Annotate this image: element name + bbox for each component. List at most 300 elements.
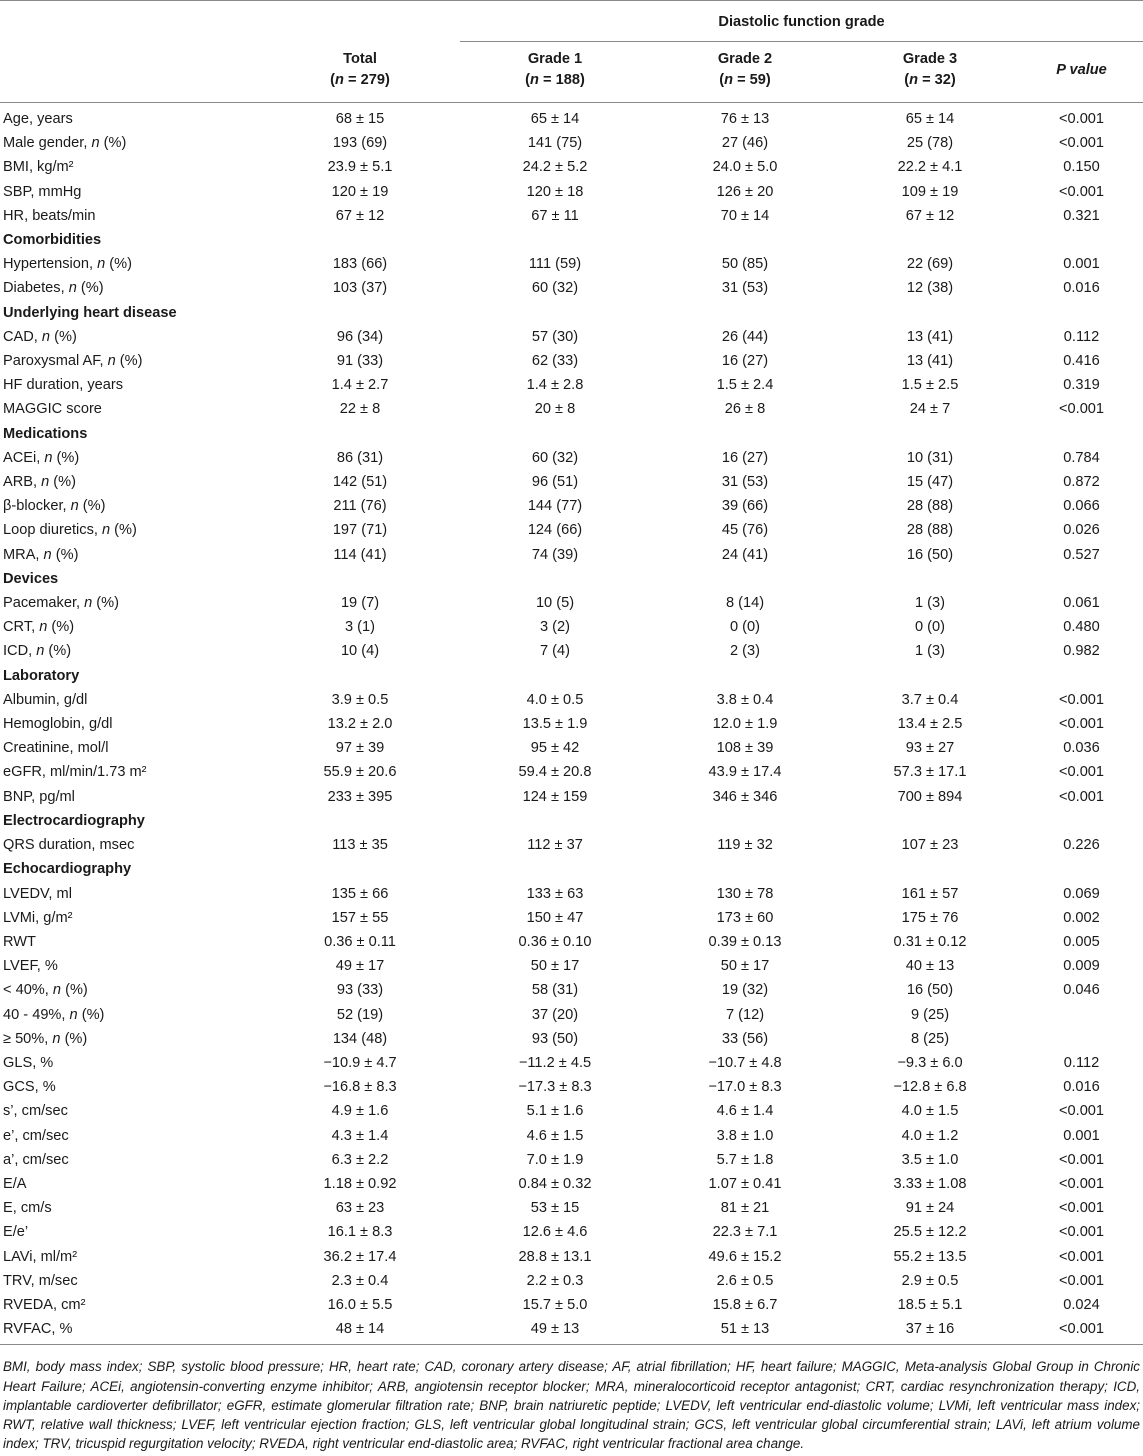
- header-grade-3-n: (n = 32): [904, 72, 956, 88]
- cell-grade-1: 93 (50): [531, 1030, 579, 1047]
- section-row: [0, 809, 1143, 833]
- cell-grade-3: 13.4 ± 2.5: [897, 716, 963, 733]
- cell-total: 49 ± 17: [335, 958, 385, 975]
- cell-total: 103 (37): [332, 280, 388, 297]
- row-label: BNP, pg/ml: [3, 788, 75, 805]
- row-label: Male gender, n (%): [3, 135, 127, 152]
- cell-p-value: <0.001: [1059, 1200, 1105, 1217]
- cell-grade-1: 24.2 ± 5.2: [522, 159, 588, 176]
- cell-total: 22 ± 8: [339, 401, 381, 418]
- table-row: [0, 1220, 1143, 1244]
- table-row: [0, 1027, 1143, 1051]
- row-label: RVFAC, %: [3, 1321, 73, 1338]
- cell-total: 1.4 ± 2.7: [331, 377, 389, 394]
- section-heading: Electrocardiography: [3, 812, 145, 829]
- table-row: [0, 760, 1143, 784]
- cell-p-value: <0.001: [1059, 1272, 1105, 1289]
- cell-grade-1: 53 ± 15: [530, 1200, 580, 1217]
- header-row: [0, 42, 1143, 103]
- row-label: SBP, mmHg: [3, 183, 82, 200]
- cell-grade-1: 95 ± 42: [530, 740, 580, 757]
- cell-grade-3: 9 (25): [910, 1006, 950, 1023]
- table-row: [0, 252, 1143, 276]
- cell-grade-2: 31 (53): [721, 474, 769, 491]
- cell-p-value: 0.061: [1063, 595, 1100, 612]
- cell-grade-1: 28.8 ± 13.1: [518, 1248, 592, 1265]
- cell-total: 10 (4): [340, 643, 380, 660]
- cell-grade-2: 2 (3): [729, 643, 760, 660]
- cell-grade-2: 2.6 ± 0.5: [716, 1272, 774, 1289]
- cell-grade-3: 93 ± 27: [905, 740, 955, 757]
- row-label: HF duration, years: [3, 377, 124, 394]
- cell-grade-1: 3 (2): [539, 619, 570, 636]
- cell-total: 211 (76): [333, 498, 387, 515]
- row-label: LVEDV, ml: [3, 885, 72, 902]
- row-label: β-blocker, n (%): [3, 498, 106, 515]
- cell-p-value: <0.001: [1059, 1103, 1105, 1120]
- cell-grade-2: 3.8 ± 0.4: [716, 691, 774, 708]
- cell-grade-3: 28 (88): [906, 498, 954, 515]
- cell-total: 3.9 ± 0.5: [331, 691, 389, 708]
- cell-total: 63 ± 23: [335, 1200, 385, 1217]
- cell-grade-2: 3.8 ± 1.0: [716, 1127, 774, 1144]
- table-row: [0, 833, 1143, 857]
- header-total-n: (n = 279): [330, 71, 390, 88]
- cell-grade-1: 144 (77): [527, 498, 583, 515]
- row-label: LAVi, ml/m²: [3, 1248, 78, 1265]
- cell-p-value: 0.416: [1063, 353, 1100, 370]
- table-row: [0, 204, 1143, 228]
- cell-grade-1: 124 ± 159: [522, 788, 588, 805]
- row-label: ARB, n (%): [3, 474, 77, 491]
- table-row: [0, 1293, 1143, 1317]
- cell-total: 183 (66): [332, 256, 388, 273]
- cell-grade-1: 111 (59): [528, 256, 582, 273]
- cell-total: 120 ± 19: [331, 183, 389, 200]
- cell-total: 4.9 ± 1.6: [331, 1103, 389, 1120]
- cell-total: 134 (48): [332, 1030, 388, 1047]
- cell-grade-3: 28 (88): [906, 522, 954, 539]
- cell-grade-3: 175 ± 76: [901, 909, 959, 926]
- cell-grade-1: 120 ± 18: [526, 183, 584, 200]
- row-label: ≥ 50%, n (%): [3, 1030, 88, 1047]
- cell-grade-1: 50 ± 17: [530, 958, 580, 975]
- cell-grade-3: 15 (47): [906, 474, 954, 491]
- cell-grade-2: −10.7 ± 4.8: [708, 1054, 782, 1071]
- cell-grade-2: 43.9 ± 17.4: [708, 764, 782, 781]
- row-label: a’, cm/sec: [3, 1151, 69, 1168]
- cell-p-value: <0.001: [1059, 1248, 1105, 1265]
- cell-p-value: 0.001: [1063, 256, 1100, 273]
- cell-p-value: 0.024: [1063, 1296, 1100, 1313]
- cell-grade-1: 12.6 ± 4.6: [522, 1224, 588, 1241]
- cell-grade-3: −12.8 ± 6.8: [893, 1079, 967, 1096]
- cell-total: 93 (33): [336, 982, 384, 999]
- cell-total: 233 ± 395: [327, 788, 393, 805]
- row-label: MRA, n (%): [3, 546, 79, 563]
- table-row: [0, 1124, 1143, 1148]
- table-row: [0, 543, 1143, 567]
- cell-total: 67 ± 12: [335, 207, 385, 224]
- cell-grade-1: 65 ± 14: [530, 111, 580, 127]
- table-row: [0, 1099, 1143, 1123]
- cell-grade-1: 59.4 ± 20.8: [518, 764, 592, 781]
- cell-grade-3: 16 (50): [906, 546, 954, 563]
- row-label: E/e’: [3, 1224, 29, 1241]
- cell-grade-2: 346 ± 346: [712, 788, 778, 805]
- table-row: [0, 1196, 1143, 1220]
- cell-p-value: <0.001: [1059, 764, 1105, 781]
- cell-grade-3: 57.3 ± 17.1: [893, 764, 967, 781]
- cell-grade-1: 15.7 ± 5.0: [522, 1296, 588, 1313]
- row-label: QRS duration, msec: [3, 837, 135, 854]
- cell-p-value: 0.872: [1063, 474, 1100, 491]
- cell-grade-1: 49 ± 13: [530, 1321, 580, 1338]
- table-row: [0, 978, 1143, 1002]
- cell-total: 19 (7): [340, 595, 380, 612]
- cell-grade-3: 40 ± 13: [905, 958, 955, 975]
- table-row: [0, 712, 1143, 736]
- cell-grade-3: 1.5 ± 2.5: [901, 377, 959, 394]
- cell-p-value: 0.321: [1063, 207, 1100, 224]
- cell-p-value: [1020, 1027, 1143, 1051]
- row-label: GCS, %: [3, 1079, 56, 1096]
- header-grade-2-name: Grade 2: [717, 51, 773, 67]
- cell-grade-1: 2.2 ± 0.3: [526, 1272, 584, 1289]
- cell-p-value: 0.319: [1063, 377, 1100, 394]
- cell-p-value: <0.001: [1059, 135, 1105, 152]
- cell-grade-3: 18.5 ± 5.1: [897, 1296, 963, 1313]
- table-row: [0, 446, 1143, 470]
- table-row: [0, 906, 1143, 930]
- cell-grade-2: 39 (66): [721, 498, 769, 515]
- cell-p-value: <0.001: [1059, 788, 1105, 805]
- section-heading: Underlying heart disease: [3, 304, 177, 321]
- cell-grade-2: 15.8 ± 6.7: [712, 1296, 778, 1313]
- cell-grade-1: 20 ± 8: [534, 401, 576, 418]
- row-label: Age, years: [3, 111, 73, 127]
- table-row: [0, 736, 1143, 760]
- section-heading: Echocardiography: [3, 861, 132, 878]
- table-row: [0, 103, 1143, 132]
- row-label: MAGGIC score: [3, 401, 102, 418]
- cell-p-value: 0.002: [1063, 909, 1100, 926]
- row-label: 40 - 49%, n (%): [3, 1006, 105, 1023]
- cell-grade-2: 4.6 ± 1.4: [716, 1103, 774, 1120]
- cell-grade-2: 31 (53): [721, 280, 769, 297]
- row-label: ACEi, n (%): [3, 449, 80, 466]
- cell-grade-1: 13.5 ± 1.9: [522, 716, 588, 733]
- cell-grade-2: 119 ± 32: [717, 837, 773, 854]
- table-row: [0, 1051, 1143, 1075]
- cell-total: 2.3 ± 0.4: [331, 1272, 389, 1289]
- cell-grade-1: 112 ± 37: [527, 837, 583, 854]
- cell-total: 16.0 ± 5.5: [327, 1296, 393, 1313]
- cell-grade-1: 1.4 ± 2.8: [526, 377, 584, 394]
- cell-grade-1: −17.3 ± 8.3: [518, 1079, 592, 1096]
- cell-grade-1: 60 (32): [531, 280, 579, 297]
- cell-p-value: 0.001: [1063, 1127, 1100, 1144]
- diastolic-grade-group-header: Diastolic function grade: [460, 1, 1143, 42]
- header-total: [260, 42, 460, 103]
- cell-grade-2: 108 ± 39: [716, 740, 774, 757]
- cell-p-value: 0.480: [1063, 619, 1100, 636]
- section-heading: Comorbidities: [3, 232, 102, 249]
- cell-total: 86 (31): [336, 449, 384, 466]
- cell-grade-3: 2.9 ± 0.5: [901, 1272, 959, 1289]
- table-row: [0, 1172, 1143, 1196]
- cell-p-value: <0.001: [1059, 716, 1105, 733]
- cell-grade-2: 33 (56): [721, 1030, 769, 1047]
- cell-grade-3: 1 (3): [914, 595, 945, 612]
- cell-grade-3: 1 (3): [914, 643, 945, 660]
- header-spacer: [0, 1, 260, 42]
- cell-p-value: 0.046: [1063, 982, 1100, 999]
- table-row: [0, 1269, 1143, 1293]
- table-row: [0, 349, 1143, 373]
- header-grade-1-name: Grade 1: [527, 51, 583, 67]
- row-label: E/A: [3, 1175, 27, 1192]
- cell-p-value: <0.001: [1059, 691, 1105, 708]
- row-label: BMI, kg/m²: [3, 159, 74, 176]
- table-row: [0, 1075, 1143, 1099]
- cell-grade-1: 74 (39): [531, 546, 579, 563]
- cell-total: 48 ± 14: [335, 1321, 385, 1338]
- cell-total: 52 (19): [336, 1006, 384, 1023]
- cell-grade-1: 141 (75): [527, 135, 583, 152]
- cell-grade-1: 0.84 ± 0.32: [518, 1175, 592, 1192]
- section-row: [0, 857, 1143, 881]
- row-label: LVEF, %: [3, 958, 58, 975]
- row-label: RVEDA, cm²: [3, 1296, 86, 1313]
- cell-total: 36.2 ± 17.4: [323, 1248, 397, 1265]
- cell-grade-3: 24 ± 7: [909, 401, 951, 418]
- row-label: E, cm/s: [3, 1200, 52, 1217]
- section-row: [0, 301, 1143, 325]
- cell-grade-2: 7 (12): [725, 1006, 765, 1023]
- table-row: [0, 276, 1143, 300]
- cell-grade-1: 60 (32): [531, 449, 579, 466]
- cell-grade-1: 37 (20): [531, 1006, 579, 1023]
- row-label: RWT: [3, 933, 36, 950]
- cell-grade-2: 26 (44): [721, 328, 769, 345]
- table-row: [0, 373, 1143, 397]
- cell-total: 135 ± 66: [331, 885, 389, 902]
- cell-total: −10.9 ± 4.7: [323, 1054, 397, 1071]
- row-label: Loop diuretics, n (%): [3, 522, 137, 539]
- cell-total: 114 (41): [333, 546, 387, 563]
- table-row: [0, 882, 1143, 906]
- cell-grade-1: 10 (5): [535, 595, 575, 612]
- cell-grade-1: 67 ± 11: [531, 207, 579, 224]
- header-p-value-label: P value: [1056, 61, 1107, 78]
- cell-total: 68 ± 15: [335, 111, 385, 127]
- section-row: [0, 228, 1143, 252]
- cell-grade-3: 25 (78): [906, 135, 954, 152]
- cell-grade-3: −9.3 ± 6.0: [897, 1054, 963, 1071]
- cell-grade-1: −11.2 ± 4.5: [518, 1054, 592, 1071]
- table-row: [0, 180, 1143, 204]
- cell-grade-3: 37 ± 16: [905, 1321, 955, 1338]
- cell-grade-2: 173 ± 60: [716, 909, 774, 926]
- cell-total: 6.3 ± 2.2: [331, 1151, 389, 1168]
- section-heading: Devices: [3, 570, 59, 587]
- table-row: [0, 131, 1143, 155]
- cell-grade-1: 58 (31): [531, 982, 579, 999]
- cell-p-value: 0.009: [1063, 958, 1100, 975]
- cell-grade-2: 24.0 ± 5.0: [712, 159, 778, 176]
- cell-grade-2: 19 (32): [721, 982, 769, 999]
- row-label: CAD, n (%): [3, 328, 77, 345]
- table-row: [0, 1317, 1143, 1345]
- cell-grade-2: 0.39 ± 0.13: [708, 933, 782, 950]
- cell-p-value: <0.001: [1059, 183, 1105, 200]
- cell-grade-1: 0.36 ± 0.10: [518, 933, 592, 950]
- cell-total: 55.9 ± 20.6: [323, 764, 397, 781]
- header-grade-2: [650, 42, 840, 103]
- cell-grade-2: 1.5 ± 2.4: [716, 377, 774, 394]
- cell-grade-2: 81 ± 21: [720, 1200, 770, 1217]
- table-row: [0, 930, 1143, 954]
- cell-p-value: <0.001: [1059, 1224, 1105, 1241]
- cell-grade-1: 5.1 ± 1.6: [526, 1103, 584, 1120]
- row-label: Hemoglobin, g/dl: [3, 716, 113, 733]
- row-label: eGFR, ml/min/1.73 m²: [3, 764, 147, 781]
- header-grade-3-name: Grade 3: [902, 51, 958, 67]
- cell-total: 97 ± 39: [335, 740, 385, 757]
- cell-p-value: <0.001: [1059, 1151, 1105, 1168]
- cell-grade-3: 91 ± 24: [905, 1200, 955, 1217]
- row-label: Paroxysmal AF, n (%): [3, 353, 143, 370]
- row-label: CRT, n (%): [3, 619, 75, 636]
- table-row: [0, 785, 1143, 809]
- cell-grade-1: 133 ± 63: [526, 885, 584, 902]
- cell-p-value: 0.066: [1063, 498, 1100, 515]
- cell-grade-1: 4.0 ± 0.5: [526, 691, 584, 708]
- row-label: GLS, %: [3, 1054, 54, 1071]
- cell-total: 142 (51): [332, 474, 388, 491]
- table-row: [0, 518, 1143, 542]
- row-label: s’, cm/sec: [3, 1103, 68, 1120]
- cell-grade-3: 0.31 ± 0.12: [893, 933, 967, 950]
- row-label: Hypertension, n (%): [3, 256, 132, 273]
- cell-p-value: 0.784: [1063, 449, 1100, 466]
- cell-total: 96 (34): [336, 328, 384, 345]
- cell-grade-2: 51 ± 13: [720, 1321, 770, 1338]
- cell-grade-3: 10 (31): [906, 449, 954, 466]
- cell-grade-2: 24 (41): [721, 546, 769, 563]
- table-row: [0, 954, 1143, 978]
- cell-p-value: 0.026: [1063, 522, 1100, 539]
- table-row: [0, 591, 1143, 615]
- section-heading: Laboratory: [3, 667, 80, 684]
- cell-grade-1: 4.6 ± 1.5: [526, 1127, 584, 1144]
- cell-total: 4.3 ± 1.4: [331, 1127, 389, 1144]
- cell-total: 16.1 ± 8.3: [327, 1224, 393, 1241]
- cell-grade-3: 65 ± 14: [905, 111, 955, 127]
- table-row: [0, 494, 1143, 518]
- cell-grade-3: 13 (41): [906, 328, 954, 345]
- cell-grade-2: 8 (14): [725, 595, 765, 612]
- cell-grade-3: 109 ± 19: [901, 183, 959, 200]
- table-row: [0, 470, 1143, 494]
- cell-grade-2: 45 (76): [721, 522, 769, 539]
- cell-grade-3: 16 (50): [906, 982, 954, 999]
- cell-p-value: 0.016: [1063, 280, 1100, 297]
- row-label: HR, beats/min: [3, 207, 96, 224]
- cell-p-value: <0.001: [1059, 1175, 1105, 1192]
- cell-grade-1: 150 ± 47: [526, 909, 584, 926]
- cell-grade-3: 4.0 ± 1.5: [901, 1103, 959, 1120]
- cell-grade-3: 161 ± 57: [901, 885, 959, 902]
- cell-grade-3: 13 (41): [906, 353, 954, 370]
- header-p-value: [1020, 42, 1143, 103]
- cell-grade-3: 4.0 ± 1.2: [901, 1127, 959, 1144]
- row-label: < 40%, n (%): [3, 982, 88, 999]
- cell-grade-2: 130 ± 78: [716, 885, 774, 902]
- header-spacer: [260, 1, 460, 42]
- row-label: Creatinine, mol/l: [3, 740, 109, 757]
- cell-p-value: 0.112: [1063, 1054, 1100, 1071]
- cell-grade-1: 62 (33): [531, 353, 579, 370]
- cell-grade-1: 124 (66): [527, 522, 583, 539]
- cell-p-value: 0.069: [1063, 885, 1100, 902]
- cell-grade-2: 16 (27): [721, 353, 769, 370]
- cell-grade-3: 25.5 ± 12.2: [893, 1224, 967, 1241]
- header-label-column: [0, 42, 260, 103]
- row-label: ICD, n (%): [3, 643, 72, 660]
- table-row: [0, 639, 1143, 663]
- row-label: e’, cm/sec: [3, 1127, 69, 1144]
- table-row: [0, 688, 1143, 712]
- cell-grade-3: 3.33 ± 1.08: [893, 1175, 967, 1192]
- table-row: [0, 615, 1143, 639]
- cell-p-value: 0.982: [1063, 643, 1100, 660]
- section-heading: Medications: [3, 425, 88, 442]
- header-group-row: [0, 1, 1143, 42]
- cell-p-value: 0.150: [1063, 159, 1100, 176]
- cell-p-value: <0.001: [1059, 111, 1105, 127]
- table-row: [0, 1003, 1143, 1027]
- cell-total: 3 (1): [344, 619, 375, 636]
- cell-grade-3: 8 (25): [910, 1030, 950, 1047]
- cell-grade-2: 126 ± 20: [716, 183, 774, 200]
- section-row: [0, 664, 1143, 688]
- row-label: TRV, m/sec: [3, 1272, 78, 1289]
- cell-grade-3: 22.2 ± 4.1: [897, 159, 963, 176]
- cell-grade-3: 22 (69): [906, 256, 954, 273]
- cell-p-value: 0.005: [1063, 933, 1100, 950]
- section-row: [0, 422, 1143, 446]
- cell-grade-3: 67 ± 12: [905, 207, 955, 224]
- cell-grade-2: 5.7 ± 1.8: [716, 1151, 774, 1168]
- cell-grade-3: 12 (38): [906, 280, 954, 297]
- cell-grade-2: 49.6 ± 15.2: [708, 1248, 782, 1265]
- cell-p-value: 0.016: [1063, 1079, 1100, 1096]
- cell-p-value: 0.036: [1063, 740, 1100, 757]
- cell-total: 157 ± 55: [331, 909, 389, 926]
- cell-grade-2: 12.0 ± 1.9: [712, 716, 778, 733]
- cell-total: 197 (71): [332, 522, 388, 539]
- row-label: LVMi, g/m²: [3, 909, 73, 926]
- cell-grade-2: 76 ± 13: [720, 111, 770, 127]
- cell-grade-2: −17.0 ± 8.3: [708, 1079, 782, 1096]
- cell-p-value: 0.226: [1063, 837, 1100, 854]
- cell-total: 0.36 ± 0.11: [324, 933, 396, 950]
- cell-grade-2: 27 (46): [721, 135, 769, 152]
- cell-p-value: <0.001: [1059, 401, 1105, 418]
- cell-total: 1.18 ± 0.92: [323, 1175, 397, 1192]
